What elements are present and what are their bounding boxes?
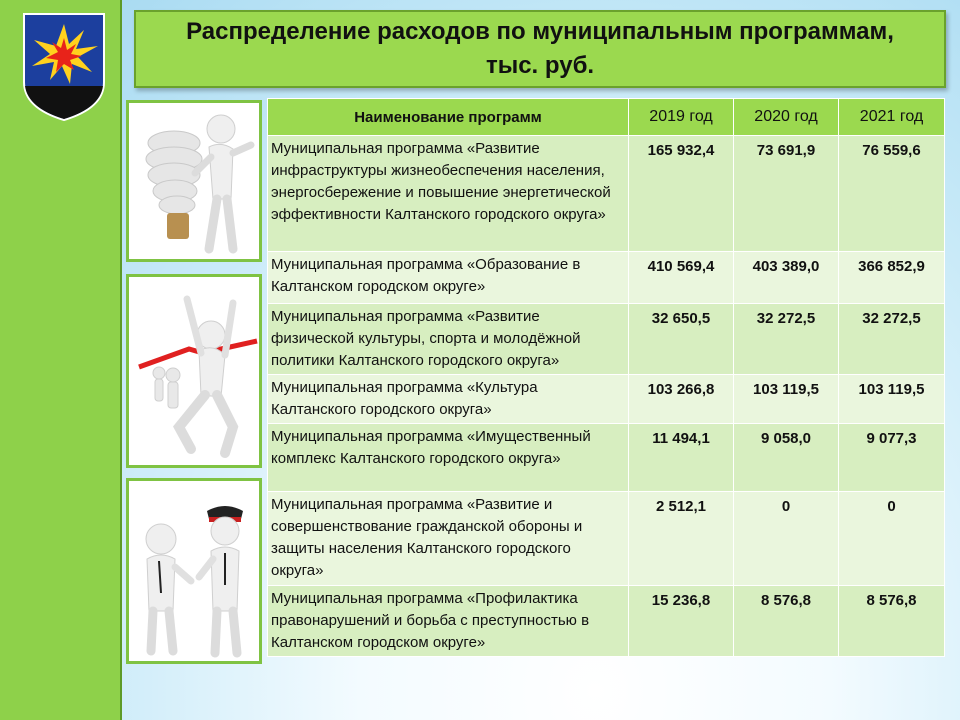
table-header-row [268, 99, 945, 136]
lightbulb-figure-icon [129, 103, 259, 259]
value-2020-cell: 32 272,5 [734, 304, 839, 375]
table-row [268, 586, 945, 657]
value-2021-cell: 366 852,9 [839, 252, 945, 304]
page-title: Распределение расходов по муниципальным программам, тыс. руб. [186, 18, 894, 79]
value-2020-cell: 8 576,8 [734, 586, 839, 657]
runner-finish-figure-icon [129, 277, 259, 465]
expenses-table-container [267, 98, 944, 657]
title-banner [134, 10, 946, 88]
city-emblem-icon [22, 12, 106, 122]
header-2020: 2020 год [734, 99, 839, 136]
value-2019-cell: 410 569,4 [629, 252, 734, 304]
value-2019-cell: 15 236,8 [629, 586, 734, 657]
expenses-table [267, 98, 945, 657]
header-2019: 2019 год [629, 99, 734, 136]
table-row [268, 375, 945, 424]
program-name-cell: Муниципальная программа «Профилактика правонарушений и борьба с преступностью в Калтанском городском округе» [268, 586, 629, 657]
value-2019-cell: 2 512,1 [629, 492, 734, 586]
value-2019-cell: 165 932,4 [629, 136, 734, 252]
table-row [268, 136, 945, 252]
program-name-cell: Муниципальная программа «Образование в Калтанском городском округе» [268, 252, 629, 304]
police-figures-icon [129, 481, 259, 661]
value-2021-cell: 0 [839, 492, 945, 586]
value-2021-cell: 32 272,5 [839, 304, 945, 375]
value-2020-cell: 73 691,9 [734, 136, 839, 252]
value-2021-cell: 8 576,8 [839, 586, 945, 657]
left-sidebar [0, 0, 122, 720]
value-2020-cell: 9 058,0 [734, 424, 839, 492]
value-2021-cell: 76 559,6 [839, 136, 945, 252]
program-name-cell: Муниципальная программа «Развитие и совершенствование гражданской обороны и защиты населения Калтанского городского округа» [268, 492, 629, 586]
table-row [268, 492, 945, 586]
program-name-cell: Муниципальная программа «Развитие инфраструктуры жизнеобеспечения населения, энергосбережение и повышение энергетической эффективности Калтанского городского округа» [268, 136, 629, 252]
program-name-cell: Муниципальная программа «Культура Калтанского городского округа» [268, 375, 629, 424]
value-2020-cell: 403 389,0 [734, 252, 839, 304]
value-2019-cell: 103 266,8 [629, 375, 734, 424]
value-2019-cell: 11 494,1 [629, 424, 734, 492]
table-row [268, 424, 945, 492]
header-program-name: Наименование программ [268, 99, 629, 136]
program-name-cell: Муниципальная программа «Развитие физической культуры, спорта и молодёжной политики Калтанского городского округа» [268, 304, 629, 375]
photo-lightbulb [126, 100, 262, 262]
value-2020-cell: 103 119,5 [734, 375, 839, 424]
value-2019-cell: 32 650,5 [629, 304, 734, 375]
photo-police [126, 478, 262, 664]
value-2020-cell: 0 [734, 492, 839, 586]
table-row [268, 252, 945, 304]
header-2021: 2021 год [839, 99, 945, 136]
value-2021-cell: 103 119,5 [839, 375, 945, 424]
photo-runner [126, 274, 262, 468]
program-name-cell: Муниципальная программа «Имущественный комплекс Калтанского городского округа» [268, 424, 629, 492]
value-2021-cell: 9 077,3 [839, 424, 945, 492]
table-row [268, 304, 945, 375]
